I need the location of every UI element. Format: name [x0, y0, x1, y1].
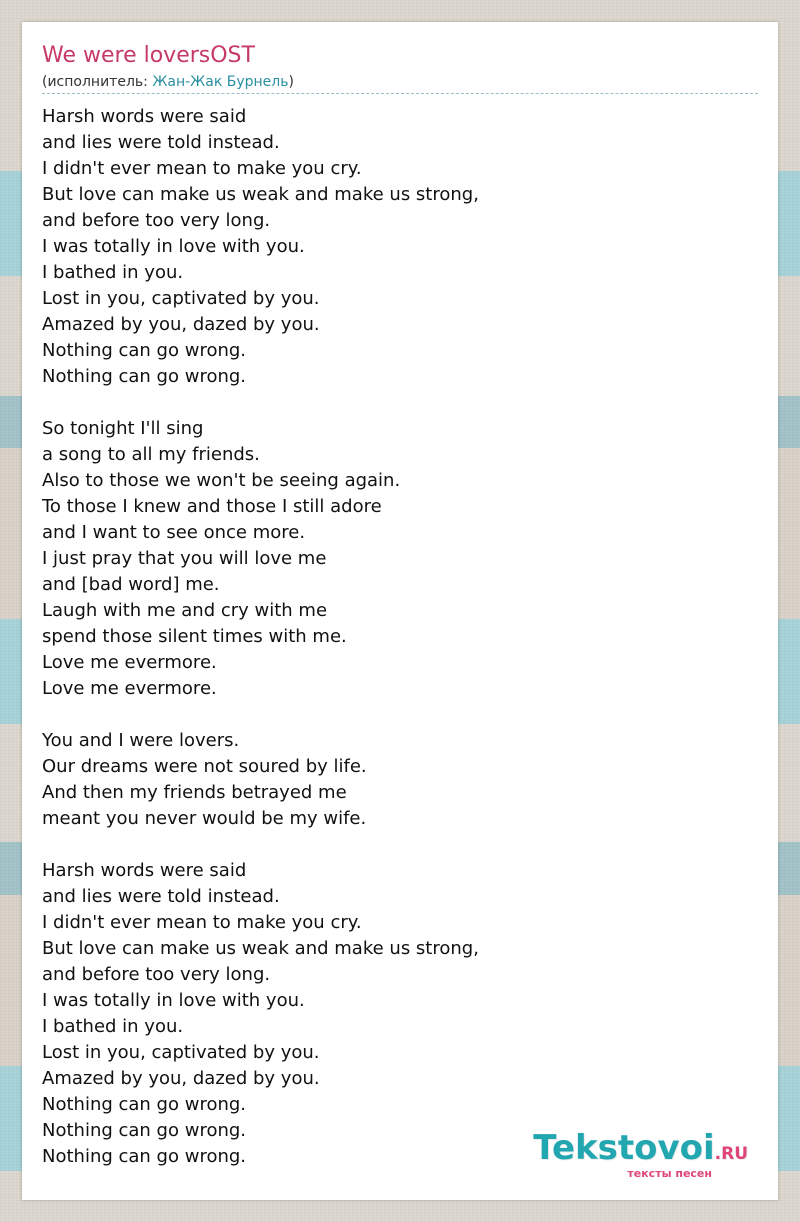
lyric-line: So tonight I'll sing — [42, 418, 204, 439]
lyric-line: and [bad word] me. — [42, 574, 220, 595]
lyric-line: and before too very long. — [42, 210, 271, 231]
logo-tagline: тексты песен — [627, 1167, 712, 1180]
stanza-break — [42, 390, 758, 416]
lyric-line: and lies were told instead. — [42, 132, 280, 153]
lyric-line: I just pray that you will love me — [42, 548, 327, 569]
performer-suffix: ) — [288, 74, 294, 90]
lyric-line: Love me evermore. — [42, 678, 217, 699]
lyric-line: Lost in you, captivated by you. — [42, 288, 320, 309]
performer-link[interactable]: Жан-Жак Бурнель — [152, 74, 289, 90]
lyric-line: spend those silent times with me. — [42, 626, 347, 647]
lyric-line: And then my friends betrayed me — [42, 782, 347, 803]
lyric-line: Also to those we won't be seeing again. — [42, 470, 401, 491]
lyric-line: Amazed by you, dazed by you. — [42, 314, 320, 335]
stanza-break — [42, 702, 758, 728]
lyric-line: To those I knew and those I still adore — [42, 496, 382, 517]
lyric-line: meant you never would be my wife. — [42, 808, 367, 829]
lyric-line: Nothing can go wrong. — [42, 1120, 247, 1141]
lyric-line: Nothing can go wrong. — [42, 340, 247, 361]
lyric-line: a song to all my friends. — [42, 444, 260, 465]
stanza-break — [42, 832, 758, 858]
logo-wordmark — [533, 1128, 748, 1171]
lyric-line: Our dreams were not soured by life. — [42, 756, 367, 777]
logo-tld: .RU — [714, 1144, 748, 1164]
lyric-line: and before too very long. — [42, 964, 271, 985]
lyric-line: I bathed in you. — [42, 262, 184, 283]
performer-prefix: (исполнитель: — [42, 74, 153, 90]
lyric-line: Lost in you, captivated by you. — [42, 1042, 320, 1063]
lyric-line: Harsh words were said — [42, 860, 247, 881]
song-title: We were loversOST — [42, 43, 255, 68]
lyrics-card — [22, 22, 778, 1200]
lyrics-text — [42, 104, 758, 1170]
lyric-line: Laugh with me and cry with me — [42, 600, 328, 621]
site-logo[interactable] — [533, 1128, 748, 1180]
lyric-line: Nothing can go wrong. — [42, 1094, 247, 1115]
lyric-line: Nothing can go wrong. — [42, 366, 247, 387]
lyric-line: You and I were lovers. — [42, 730, 240, 751]
logo-name: Tekstovoi — [533, 1128, 715, 1168]
lyric-line: I bathed in you. — [42, 1016, 184, 1037]
lyric-line: I didn't ever mean to make you cry. — [42, 912, 362, 933]
lyric-line: I was totally in love with you. — [42, 990, 305, 1011]
lyric-line: But love can make us weak and make us strong, — [42, 938, 479, 959]
song-header — [42, 41, 758, 94]
lyric-line: But love can make us weak and make us strong, — [42, 184, 479, 205]
lyric-line: I didn't ever mean to make you cry. — [42, 158, 362, 179]
lyric-line: Nothing can go wrong. — [42, 1146, 247, 1167]
lyric-line: and I want to see once more. — [42, 522, 306, 543]
lyric-line: and lies were told instead. — [42, 886, 280, 907]
performer-line — [42, 72, 758, 94]
lyric-line: Love me evermore. — [42, 652, 217, 673]
lyric-line: I was totally in love with you. — [42, 236, 305, 257]
lyric-line: Harsh words were said — [42, 106, 247, 127]
lyric-line: Amazed by you, dazed by you. — [42, 1068, 320, 1089]
